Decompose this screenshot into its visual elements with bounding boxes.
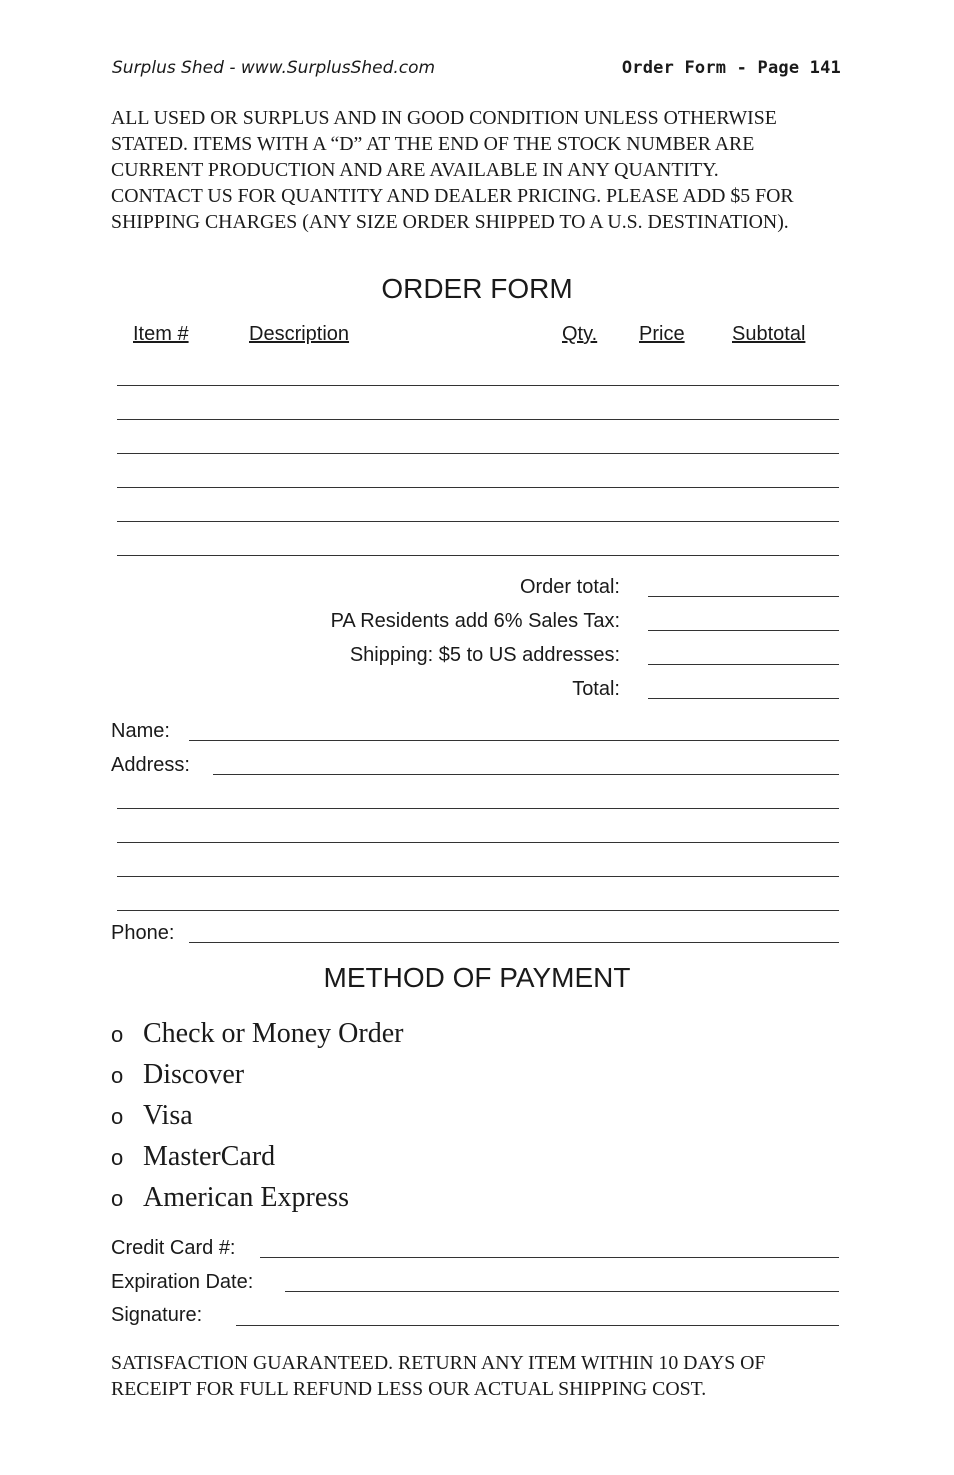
shipping-field[interactable]: [648, 664, 839, 665]
credit-card-label: Credit Card #:: [111, 1237, 236, 1259]
column-subtotal: Subtotal: [732, 323, 806, 345]
payment-option-label: MasterCard: [143, 1141, 276, 1172]
guarantee-notice: [111, 1350, 851, 1402]
shipping-label: Shipping: $5 to US addresses:: [349, 644, 620, 666]
payment-option-check[interactable]: [111, 1018, 403, 1050]
phone-label: Phone:: [111, 922, 175, 944]
payment-title: METHOD OF PAYMENT: [323, 962, 631, 993]
address-field[interactable]: [213, 774, 839, 775]
payment-option-label: Discover: [143, 1059, 245, 1090]
total-field[interactable]: [648, 698, 839, 699]
signature-label: Signature:: [111, 1304, 203, 1326]
order-line-5[interactable]: [117, 521, 839, 522]
radio-circle-icon[interactable]: o: [111, 1063, 124, 1088]
address-line-2[interactable]: [117, 808, 839, 809]
expiration-field[interactable]: [285, 1291, 839, 1292]
guarantee-line: RECEIPT FOR FULL REFUND LESS OUR ACTUAL SHIPPING COST.: [111, 1378, 707, 1400]
sales-tax-field[interactable]: [648, 630, 839, 631]
column-item: Item #: [133, 323, 189, 345]
order-line-2[interactable]: [117, 419, 839, 420]
sales-tax-label: PA Residents add 6% Sales Tax:: [330, 610, 620, 632]
notice-line: ALL USED OR SURPLUS AND IN GOOD CONDITION UNLESS OTHERWISE: [111, 107, 777, 129]
payment-option-label: Visa: [143, 1100, 193, 1131]
notice-line: STATED. ITEMS WITH A “D” AT THE END OF THE STOCK NUMBER ARE: [111, 133, 755, 155]
total-label: Total:: [572, 678, 620, 700]
radio-circle-icon[interactable]: o: [111, 1186, 124, 1211]
payment-option-discover[interactable]: [111, 1059, 244, 1091]
payment-option-amex[interactable]: [111, 1182, 349, 1214]
header-page-number: Order Form - Page 141: [621, 58, 841, 78]
address-label: Address:: [111, 754, 190, 776]
order-total-label: Order total:: [519, 576, 620, 598]
order-line-6[interactable]: [117, 555, 839, 556]
column-price: Price: [639, 323, 685, 345]
radio-circle-icon[interactable]: o: [111, 1145, 124, 1170]
address-line-5[interactable]: [117, 910, 839, 911]
payment-option-label: American Express: [143, 1182, 350, 1213]
header-site: Surplus Shed - www.SurplusShed.com: [112, 58, 436, 78]
order-form-title: ORDER FORM: [381, 273, 573, 304]
signature-field[interactable]: [236, 1325, 839, 1326]
notice-line: CURRENT PRODUCTION AND ARE AVAILABLE IN ANY QUANTITY.: [111, 159, 719, 181]
order-total-field[interactable]: [648, 596, 839, 597]
order-line-3[interactable]: [117, 453, 839, 454]
conditions-notice: [111, 105, 851, 235]
name-field[interactable]: [189, 740, 839, 741]
notice-line: SHIPPING CHARGES (ANY SIZE ORDER SHIPPED TO A U.S. DESTINATION).: [111, 211, 789, 233]
guarantee-line: SATISFACTION GUARANTEED. RETURN ANY ITEM WITHIN 10 DAYS OF: [111, 1352, 766, 1374]
credit-card-field[interactable]: [260, 1257, 839, 1258]
payment-option-mastercard[interactable]: [111, 1141, 275, 1173]
notice-line: CONTACT US FOR QUANTITY AND DEALER PRICING. PLEASE ADD $5 FOR: [111, 185, 794, 207]
column-qty: Qty.: [562, 323, 598, 345]
name-label: Name:: [111, 720, 170, 742]
column-description: Description: [249, 323, 350, 345]
payment-option-label: Check or Money Order: [143, 1018, 404, 1049]
expiration-label: Expiration Date:: [111, 1271, 254, 1293]
address-line-3[interactable]: [117, 842, 839, 843]
order-line-1[interactable]: [117, 385, 839, 386]
radio-circle-icon[interactable]: o: [111, 1104, 124, 1129]
address-line-4[interactable]: [117, 876, 839, 877]
payment-option-visa[interactable]: [111, 1100, 193, 1132]
phone-field[interactable]: [189, 942, 839, 943]
radio-circle-icon[interactable]: o: [111, 1022, 124, 1047]
order-line-4[interactable]: [117, 487, 839, 488]
